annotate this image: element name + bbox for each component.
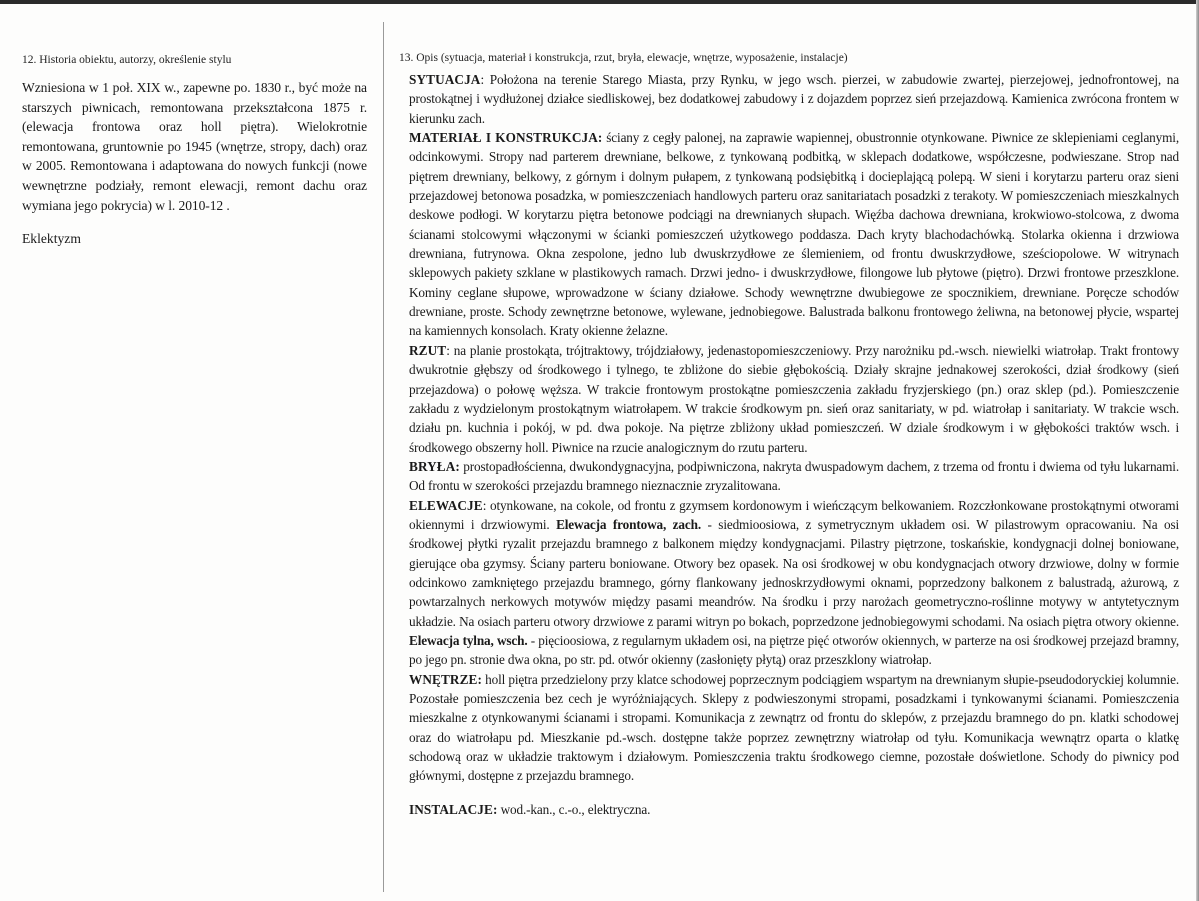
section-text-rzut: : na planie prostokąta, trójtraktowy, trójdziałowy, jedenastopomieszczeniowy. Przy narożniku pd.-wsch. niewielki wiatrołap. Trakt frontowy dwukrotnie głębszy od środkowego i tylnego, te zbliżone do siebie głębokością. Działy skrajne jednakowej szerokości, dział środkowy (sień przejazdowa) o połowę węższa. W trakcie frontowym prostokątne pomieszczenia zakładu fryzjerskiego (pn.) oraz sklep (pd.). Pomieszczenie zakładu z wydzielonym prostokątnym wiatrołapem. W trakcie środkowym pn. sień oraz sanitariaty, w pd. wiatrołap i sanitariaty. W trakcie wsch. działu pn. kuchnia i pokój, w pd. dwa pokoje. Na piętrze zbliżony układ pomieszczeń. W dziale środkowym i w głębokości traktów wsch. i środkowego obszerny holl. Piwnice na rzucie analogicznym do rzutu parteru.: [409, 342, 1179, 455]
section-text-instalacje: wod.-kan., c.-o., elektryczna.: [497, 801, 651, 817]
section-text-wnetrze: holl piętra przedzielony przy klatce schodowej poprzecznym podciągiem wspartym na drewnianym słupie-pseudodoryckiej kolumnie. Pozostałe pomieszczenia bez cech je wyróżniających. Sklepy z podwieszonymi stropami, posadzkami i tynkowanymi ścianami. Pomieszczenia mieszkalne z otynkowanymi ścianami i stropami. Komunikacja z zewnątrz od frontu do sklepów, z przejazdu bramnego do pn. klatki schodowej oraz do wiatrołapu pd. Mieszkanie pd.-wsch. dostępne także poprzez zewnętrzny wiatrołap od tyłu. Komunikacja wewnątrz oparta o klatkę schodową oraz w układzie traktowym i działowym. Pomieszczenia traktu środkowego ciemne, pozostałe doświetlone. Schody do piwnicy pod głównymi, dostępne z przejazdu bramnego.: [409, 671, 1179, 784]
section-text-elewacje-1: : otynkowane, na cokole, od frontu z gzymsem kordonowym i wieńczącym belkowaniem. Rozczłonkowane prostokątnymi otworami okiennymi i drzwiowymi.: [409, 497, 1179, 532]
history-text: Wzniesiona w 1 poł. XIX w., zapewne po. 1830 r., być może na starszych piwnicach, remontowana przekształcona 1875 r. (elewacja frontowa oraz holl piętra). Wielokrotnie remontowana, gruntownie po 1945 (wnętrze, stropy, dach) oraz w 2005. Remontowana i adaptowana do nowych funkcji (nowe wewnętrzne podziały, remont elewacji, remont dachu oraz wymiana jego pokrycia) w l. 2010-12 .: [22, 80, 367, 213]
section-label-sytuacja: SYTUACJA: [409, 72, 481, 87]
section-label-instalacje: INSTALACJE:: [409, 801, 498, 817]
column-divider: [383, 22, 384, 892]
subheading-elewacja-tylna: Elewacja tylna, wsch.: [409, 632, 528, 648]
section-label-elewacje: ELEWACJE: [409, 497, 483, 513]
section-text-elewacje-3: - pięcioosiowa, z regularnym układem osi, na piętrze pięć otworów okiennych, w parterze na osi środkowej przejazd bramny, po jego pn. stronie dwa okna, po str. pd. otwór okienny (zasłonięty płytą) oraz przeszklony wiatrołap.: [409, 632, 1179, 668]
history-column: [22, 54, 367, 247]
section-material: [409, 128, 1179, 341]
section-text-bryla: prostopadłościenna, dwukondygnacyjna, podpiwniczona, nakryta dwuspadowym dachem, z trzema od frontu i dwiema od tyłu lukarnami. Od frontu w szerokości przejazdu bramnego nieznacznie zryzalitowana.: [409, 458, 1179, 494]
section-rzut: [409, 341, 1179, 457]
section-text-elewacje-2: - siedmioosiowa, z symetrycznym układem osi. W pilastrowym opracowaniu. Na osi środkowej płytki ryzalit przejazdu bramnego z balkonem między kondygnacjami. Pilastry piętrzone, toskańskie, kondygnacji dolnej boniowane, gierujące oba gzymsy. Ściany parteru boniowane. Otwory bez opasek. Na osi środkowej w obu kondygnacjach otwory drzwiowe, dolny w formie odcinkowo zamkniętego przejazdu bramnego, górny flankowany jednoskrzydłowymi oknami, poprzedzony balkonem z balustradą, ażurową, z powtarzalnych nerkowych motywów między pasami meandrów. Na środku i przy narożach geometryczno-roślinne motywy w antytetycznym układzie. Na osiach parteru otwory drzwiowe z parami witryn po bokach, poprzedzone jednobiegowymi schodami. Na osiach piętra otwory okienne.: [409, 516, 1179, 629]
style-text: Eklektyzm: [22, 231, 81, 247]
section-wnetrze: [409, 670, 1179, 786]
history-header: 12. Historia obiektu, autorzy, określenie stylu: [22, 54, 232, 66]
section-text-material: ściany z cegły palonej, na zaprawie wapiennej, obustronnie otynkowane. Piwnice ze sklepieniami ceglanymi, odcinkowymi. Stropy nad parterem drewniane, belkowe, z tynkowaną podbitką, w sklepach dodatkowe, współczesne, podwieszane. Strop nad piętrem drewniany, belkowy, z górnym i dolnym pułapem, z tynkowaną podsiębitką i docieplającą polepą. W sieni i korytarzu parteru oraz sieni przejazdowej betonowa posadzka, w pomieszczeniach handlowych parteru oraz sanitariatach posadzki z terakoty. W pomieszczeniach mieszkalnych deskowe podłogi. W korytarzu piętra betonowe podciągi na drewnianych słupach. Więźba dachowa drewniana, krokwiowo-stolcowa, z dwoma ścianami stolcowymi włączonymi w ścianki pomieszczeń użytkowego poddasza. Dach kryty blachodachówką. Stolarka okienna i drzwiowa drewniana, futrynowa. Okna zespolone, jedno lub dwuskrzydłowe ze ślemieniem, od frontu dwuskrzydłowe, sześciopolowe. W witrynach sklepowych pakiety szklane w plastikowych ramach. Drzwi jedno- i dwuskrzydłowe, filongowe lub płytowe (piętro). Drzwi frontowe przeszklone. Kominy ceglane słupowe, wprowadzone w ściany działowe. Schody wewnętrzne dwubiegowe ze spocznikiem, drewniane. Poręcze schodów drewniane, proste. Schody zewnętrzne betonowe, wylewane, jednobiegowe. Balustrada balkonu frontowego żeliwna, na betonowej płycie, wspartej na kamiennych konsolach. Kraty okienne żelazne.: [409, 130, 1179, 339]
section-label-wnetrze: WNĘTRZE:: [409, 671, 482, 687]
description-header: 13. Opis (sytuacja, materiał i konstrukcja, rzut, bryła, elewacje, wnętrze, wyposażenie, instalacje): [399, 52, 848, 64]
subheading-elewacja-frontowa: Elewacja frontowa, zach.: [556, 516, 701, 532]
section-label-material: MATERIAŁ I KONSTRUKCJA:: [409, 130, 603, 146]
section-text-sytuacja: : Położona na terenie Starego Miasta, przy Rynku, w jego wsch. pierzei, w zabudowie zwartej, pierzejowej, jednofrontowej, na prostokątnej i wydłużonej działce siedliskowej, bez dodatkowej zabudowy i z dojazdem poprzez sień przejazdową. Kamienica zwrócona frontem w kierunku zach.: [409, 72, 1179, 126]
scan-top-border: [0, 0, 1199, 4]
description-column: [399, 52, 1179, 819]
section-bryla: [409, 457, 1179, 496]
section-label-rzut: RZUT: [409, 342, 447, 358]
section-elewacje: [409, 496, 1179, 670]
section-instalacje: [409, 800, 1179, 819]
section-sytuacja: [409, 70, 1179, 128]
section-label-bryla: BRYŁA:: [409, 458, 460, 474]
